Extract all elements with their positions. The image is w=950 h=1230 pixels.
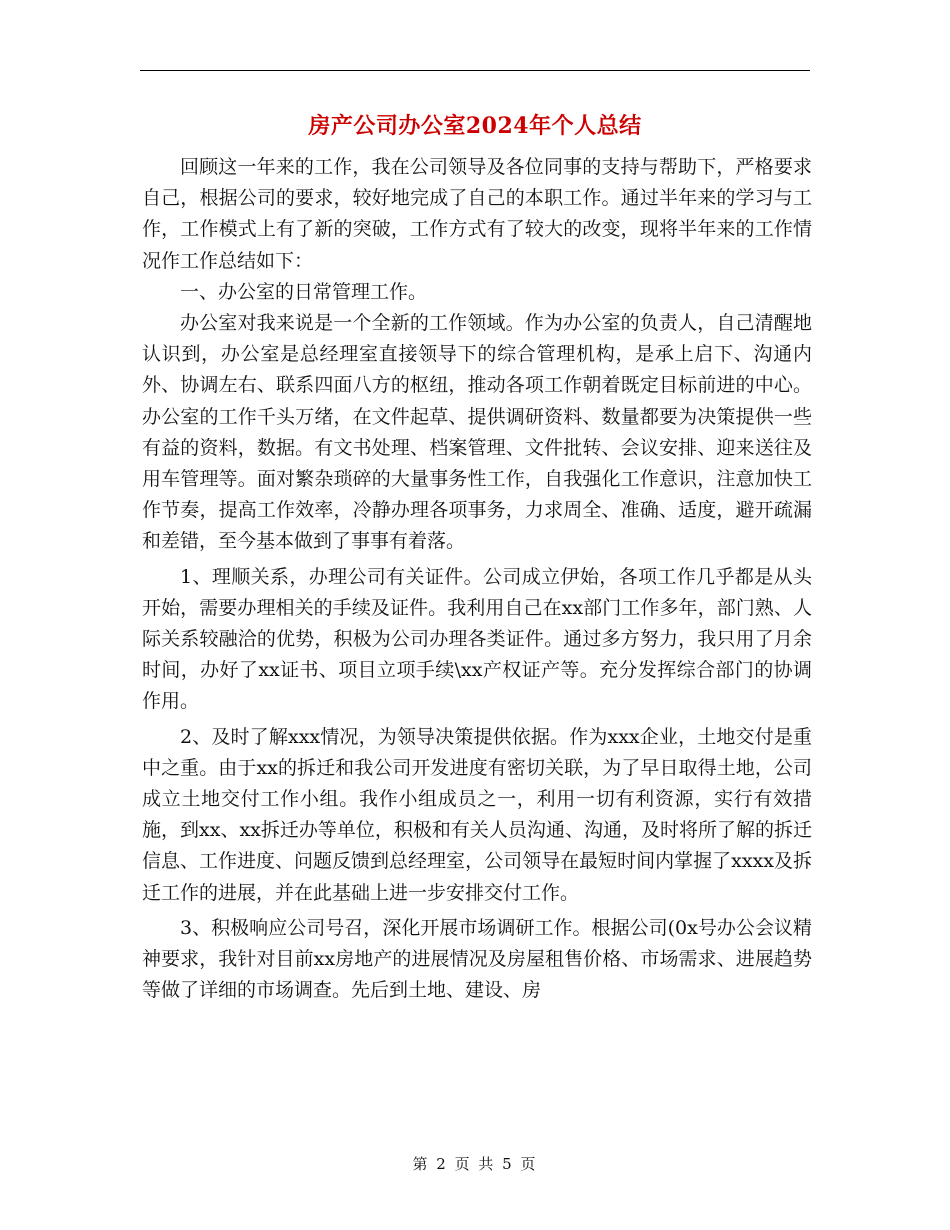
paragraph-item-1: 1、理顺关系，办理公司有关证件。公司成立伊始，各项工作几乎都是从头开始，需要办理相关的手续及证件。我利用自己在xx部门工作多年，部门熟、人际关系较融洽的优势，积极为公司办理各类证件。通过多方努力，我只用了月余时间，办好了xx证书、项目立项手续\xx产权证产等。充分发挥综合部门的协调作用。 — [142, 565, 812, 713]
paragraph-intro: 回顾这一年来的工作，我在公司领导及各位同事的支持与帮助下，严格要求自己，根据公司的要求，较好地完成了自己的本职工作。通过半年来的学习与工作，工作模式上有了新的突破，工作方式有了较大的改变，现将半年来的工作情况作工作总结如下： — [142, 156, 812, 272]
page-number-footer: 第 2 页 共 5 页 — [412, 1155, 538, 1173]
header-rule — [140, 70, 810, 71]
paragraph-office-overview: 办公室对我来说是一个全新的工作领域。作为办公室的负责人，自己清醒地认识到，办公室是总经理室直接领导下的综合管理机构，是承上启下、沟通内外、协调左右、联系四面八方的枢纽，推动各项工作朝着既定目标前进的中心。办公室的工作千头万绪，在文件起草、提供调研资料、数量都要为决策提供一些有益的资料，数据。有文书处理、档案管理、文件批转、会议安排、迎来送往及用车管理等。面对繁杂琐碎的大量事务性工作，自我强化工作意识，注意加快工作节奏，提高工作效率，冷静办理各项事务，力求周全、准确、适度，避开疏漏和差错，至今基本做到了事事有着落。 — [142, 312, 812, 553]
paragraph-item-3: 3、积极响应公司号召，深化开展市场调研工作。根据公司(0x号办公会议精神要求，我针对目前xx房地产的进展情况及房屋租售价格、市场需求、进展趋势等做了详细的市场调查。先后到土地、建设、房 — [142, 916, 812, 1002]
paragraph-item-2: 2、及时了解xxx情况，为领导决策提供依据。作为xxx企业，土地交付是重中之重。由于xx的拆迁和我公司开发进度有密切关联，为了早日取得土地，公司成立土地交付工作小组。我作小组成员之一，利用一切有利资源，实行有效措施，到xx、xx拆迁办等单位，积极和有关人员沟通、沟通，及时将所了解的拆迁信息、工作进度、问题反馈到总经理室，公司领导在最短时间内掌握了xxxx及拆迁工作的进展，并在此基础上进一步安排交付工作。 — [142, 725, 812, 904]
document-body — [142, 152, 812, 1006]
section-heading-daily-management: 一、办公室的日常管理工作。 — [180, 280, 428, 303]
document-title: 房产公司办公室2024年个人总结 — [308, 113, 642, 139]
